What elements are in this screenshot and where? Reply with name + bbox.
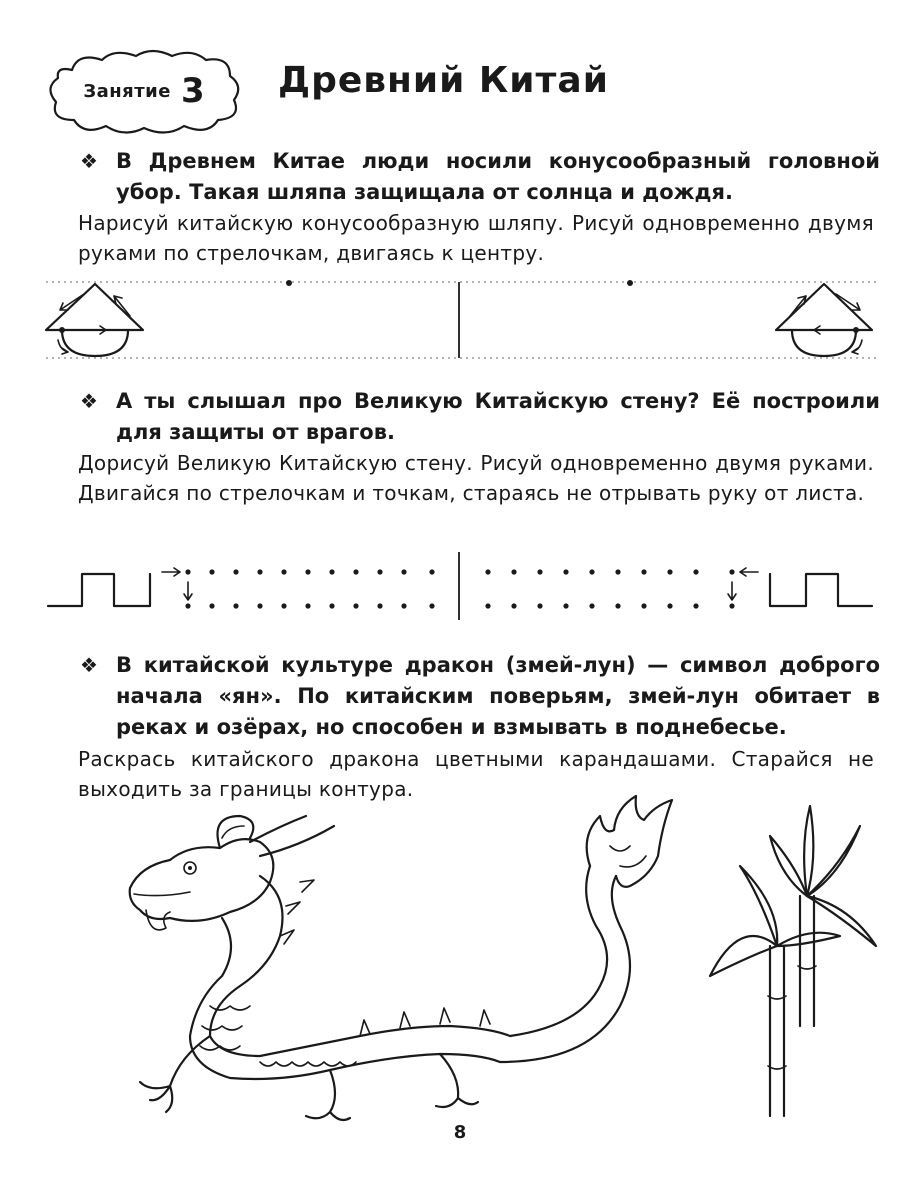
lesson-number: 3 — [181, 71, 205, 111]
task-2-heading — [80, 386, 880, 448]
wall-guide-dot — [305, 603, 310, 608]
task-2-instruction: Дорисуй Великую Китайскую стену. Рисуй одновременно двумя руками. Двигайся по стрелочкам и точкам, стараясь не отрывать руку от листа. — [78, 451, 874, 505]
task-1-instruction: Нарисуй китайскую конусообразную шляпу. Рисуй одновременно двумя руками по стрелочкам, двигаясь к центру. — [78, 211, 874, 265]
wall-guide-dot — [429, 603, 434, 608]
wall-guide-dot — [693, 569, 698, 574]
task-3-heading — [80, 650, 880, 743]
wall-guide-dot — [185, 603, 190, 608]
hat-sample-left — [46, 284, 143, 356]
wall-guide-dot — [257, 603, 262, 608]
wall-guide-dot — [233, 603, 238, 608]
wall-guide-dot — [511, 603, 516, 608]
wall-guide-dot — [589, 569, 594, 574]
wall-guide-dot — [537, 603, 542, 608]
wall-guide-dot — [641, 603, 646, 608]
wall-guide-dot — [729, 603, 734, 608]
page-title: Древний Китай — [278, 60, 609, 101]
wall-guide-dot — [329, 603, 334, 608]
bullet-icon: ❖ — [80, 389, 98, 413]
wall-guide-dot — [209, 603, 214, 608]
wall-guide-dot — [693, 603, 698, 608]
wall-guide-dot — [615, 569, 620, 574]
task-1-heading — [80, 146, 880, 208]
page-number: 8 — [453, 1122, 467, 1143]
wall-guide-dot — [305, 569, 310, 574]
wall-guide-dot — [615, 603, 620, 608]
wall-guide-dot — [377, 569, 382, 574]
task-3-heading-text: В китайской культуре дракон (змей-лун) — символ доброго начала «ян». По китайским поверьям, змей-лун обитает в реках и озёрах, но способен и взмывать в поднебесье. — [116, 653, 880, 739]
wall-guide-dot — [209, 569, 214, 574]
wall-guide-dot — [537, 569, 542, 574]
wall-guide-dot — [353, 603, 358, 608]
wall-guide-dot — [329, 569, 334, 574]
wall-guide-dot — [401, 603, 406, 608]
wall-guide-dot — [729, 569, 734, 574]
wall-guide-dot — [641, 569, 646, 574]
wall-guide-dot — [667, 569, 672, 574]
wall-guide-dot — [485, 569, 490, 574]
bullet-icon: ❖ — [80, 149, 98, 173]
lesson-badge-text — [44, 48, 244, 134]
wall-guide-dot — [589, 603, 594, 608]
hat-exercise — [0, 270, 900, 390]
wall-guide-dot — [401, 569, 406, 574]
wall-guide-dot — [257, 569, 262, 574]
wall-guide-dot — [511, 569, 516, 574]
wall-guide-dot — [429, 569, 434, 574]
wall-guide-dot — [563, 569, 568, 574]
wall-guide-dot — [185, 569, 190, 574]
wall-guide-dot — [281, 603, 286, 608]
wall-guide-dot — [377, 603, 382, 608]
bullet-icon: ❖ — [80, 653, 98, 677]
task-1-heading-text: В Древнем Китае люди носили конусообразный головной убор. Такая шляпа защищала от солнца и дождя. — [116, 149, 880, 204]
wall-guide-dot — [563, 603, 568, 608]
wall-exercise — [0, 548, 900, 628]
lesson-label: Занятие — [83, 80, 171, 102]
wall-guide-dot — [233, 569, 238, 574]
dragon-coloring-picture — [110, 786, 690, 1126]
wall-guide-dot — [485, 603, 490, 608]
hat-sample-right — [776, 284, 872, 356]
task-2-heading-text: А ты слышал про Великую Китайскую стену? Её построили для защиты от врагов. — [116, 389, 880, 444]
wall-guide-dot — [353, 569, 358, 574]
wall-guide-dot — [667, 603, 672, 608]
bamboo-picture — [700, 796, 880, 1126]
wall-guide-dot — [281, 569, 286, 574]
task-3-instruction: Раскрась китайского дракона цветными карандашами. Старайся не выходить за границы контура. — [78, 747, 874, 801]
